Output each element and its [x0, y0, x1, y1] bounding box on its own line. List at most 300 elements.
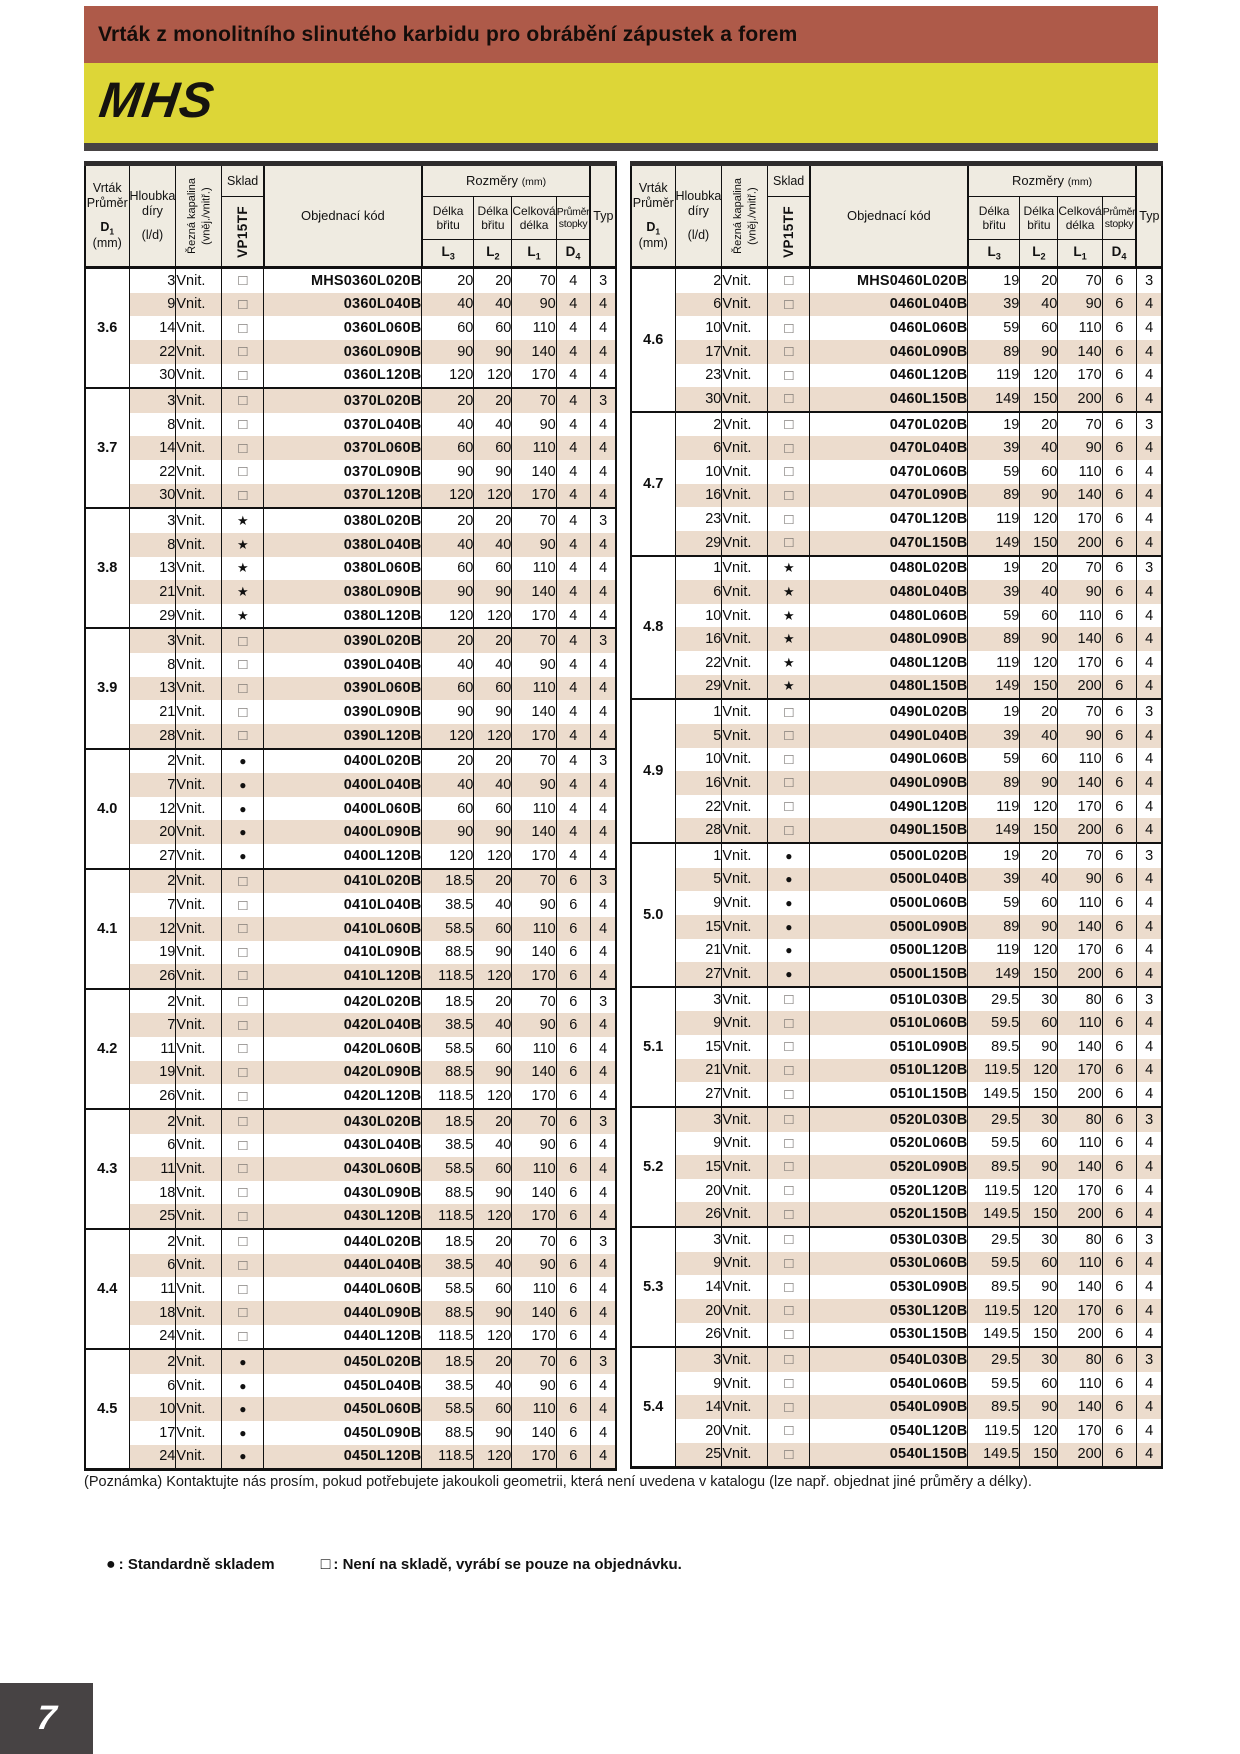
table-row: [85, 1204, 616, 1229]
coolant-cell: Vnit.: [722, 1011, 768, 1035]
type-cell: 4: [1136, 580, 1162, 604]
table-row: [631, 580, 1162, 604]
table-row: [631, 939, 1162, 963]
stock-symbol-cell: [222, 413, 264, 437]
coolant-cell: Vnit.: [722, 268, 768, 293]
type-cell: 4: [590, 1421, 616, 1445]
drill-table-right: [630, 161, 1163, 1469]
square-icon: □: [784, 439, 794, 457]
l3-cell: 89: [968, 627, 1020, 651]
d4-cell: 6: [1102, 1179, 1136, 1203]
l3-cell: 39: [968, 868, 1020, 892]
order-code-cell: 0490L120B: [810, 795, 968, 819]
hole-depth-cell: 29: [675, 675, 722, 700]
square-icon: □: [238, 1136, 248, 1154]
d4-cell: 6: [1102, 987, 1136, 1012]
l3-cell: 89.5: [968, 1395, 1020, 1419]
type-cell: 3: [590, 388, 616, 413]
l1-cell: 70: [512, 508, 556, 533]
l2-cell: 120: [474, 964, 512, 989]
l3-cell: 89: [968, 484, 1020, 508]
square-icon: □: [784, 1182, 794, 1200]
table-row: [85, 1013, 616, 1037]
l1-cell: 200: [1058, 1202, 1102, 1227]
coolant-cell: Vnit.: [722, 724, 768, 748]
order-code-cell: 0510L090B: [810, 1035, 968, 1059]
coolant-cell: Vnit.: [176, 557, 222, 581]
table-header: [85, 164, 616, 268]
col-header-dimensions: Rozměry (mm): [968, 164, 1136, 197]
order-code-cell: MHS0360L020B: [264, 268, 422, 293]
l3-cell: 118.5: [422, 1204, 474, 1229]
hole-depth-cell: 3: [675, 1227, 722, 1252]
col-header-hole-depth: Hloubka díry (l/d): [675, 164, 722, 268]
order-code-cell: 0440L020B: [264, 1229, 422, 1254]
coolant-cell: Vnit.: [176, 388, 222, 413]
square-icon: □: [238, 1016, 248, 1034]
l2-cell: 90: [1020, 1155, 1058, 1179]
order-code-cell: 0370L060B: [264, 436, 422, 460]
table-row: [631, 412, 1162, 437]
hole-depth-cell: 3: [129, 268, 176, 293]
circle-icon: ●: [785, 848, 793, 863]
l1-cell: 170: [1058, 795, 1102, 819]
l1-cell: 140: [512, 700, 556, 724]
l2-cell: 40: [474, 413, 512, 437]
l3-cell: 58.5: [422, 1277, 474, 1301]
order-code-cell: 0480L040B: [810, 580, 968, 604]
l1-cell: 70: [1058, 843, 1102, 868]
l3-cell: 19: [968, 412, 1020, 437]
square-icon: □: [784, 991, 794, 1009]
stock-symbol-cell: [768, 268, 810, 293]
coolant-cell: Vnit.: [722, 1035, 768, 1059]
l3-cell: 38.5: [422, 1374, 474, 1398]
square-icon: □: [238, 656, 248, 674]
type-cell: 4: [1136, 1372, 1162, 1396]
coolant-cell: Vnit.: [176, 1204, 222, 1229]
l3-cell: 89.5: [968, 1275, 1020, 1299]
table-row: [631, 1059, 1162, 1083]
coolant-cell: Vnit.: [722, 1082, 768, 1107]
coolant-cell: Vnit.: [176, 484, 222, 509]
stock-symbol-cell: [222, 388, 264, 413]
coolant-cell: Vnit.: [722, 843, 768, 868]
page-number: 7: [35, 1699, 59, 1737]
l2-cell: 120: [474, 1445, 512, 1470]
l2-cell: 40: [474, 1254, 512, 1278]
type-cell: 4: [590, 580, 616, 604]
star-icon: ★: [237, 607, 249, 623]
square-icon: □: [784, 272, 794, 290]
d4-cell: 6: [556, 1013, 590, 1037]
square-icon: □: [238, 632, 248, 650]
col-header-flute-length-l3: Délka břitu: [968, 197, 1020, 240]
l3-cell: 118.5: [422, 1325, 474, 1350]
l1-cell: 110: [512, 557, 556, 581]
square-icon: □: [238, 439, 248, 457]
hole-depth-cell: 24: [129, 1445, 176, 1470]
table-row: [631, 843, 1162, 868]
table-row: [85, 413, 616, 437]
l1-cell: 80: [1058, 987, 1102, 1012]
l2-cell: 150: [1020, 387, 1058, 412]
l2-cell: 40: [1020, 868, 1058, 892]
order-code-cell: 0380L020B: [264, 508, 422, 533]
stock-symbol-cell: [768, 604, 810, 628]
l1-cell: 200: [1058, 818, 1102, 843]
l3-cell: 118.5: [422, 1084, 474, 1109]
l1-cell: 140: [512, 820, 556, 844]
l1-cell: 90: [512, 1374, 556, 1398]
d4-cell: 6: [556, 1325, 590, 1350]
order-code-cell: 0440L090B: [264, 1301, 422, 1325]
open-square-icon: □: [320, 1556, 331, 1573]
table-row: [85, 1037, 616, 1061]
coolant-cell: Vnit.: [176, 628, 222, 653]
hole-depth-cell: 10: [675, 316, 722, 340]
l3-cell: 19: [968, 268, 1020, 293]
l2-cell: 120: [1020, 1299, 1058, 1323]
d4-cell: 6: [556, 893, 590, 917]
l3-cell: 89.5: [968, 1155, 1020, 1179]
order-code-cell: 0500L060B: [810, 891, 968, 915]
d4-cell: 4: [556, 700, 590, 724]
stock-symbol-cell: [768, 1275, 810, 1299]
l3-cell: 39: [968, 293, 1020, 317]
square-icon: □: [784, 1038, 794, 1056]
square-icon: □: [238, 343, 248, 361]
l2-cell: 120: [1020, 1059, 1058, 1083]
l3-cell: 18.5: [422, 1349, 474, 1374]
square-icon: □: [238, 1040, 248, 1058]
hole-depth-cell: 20: [675, 1299, 722, 1323]
stock-symbol-cell: [222, 1157, 264, 1181]
coolant-cell: Vnit.: [722, 1252, 768, 1276]
stock-symbol-cell: [768, 340, 810, 364]
l2-cell: 40: [474, 653, 512, 677]
l1-cell: 110: [512, 917, 556, 941]
l2-cell: 90: [474, 580, 512, 604]
coolant-cell: Vnit.: [722, 1347, 768, 1372]
coolant-cell: Vnit.: [722, 1132, 768, 1156]
type-cell: 4: [1136, 293, 1162, 317]
coolant-cell: Vnit.: [176, 1061, 222, 1085]
l3-cell: 119: [968, 507, 1020, 531]
l3-cell: 59.5: [968, 1252, 1020, 1276]
hole-depth-cell: 13: [129, 677, 176, 701]
type-cell: 4: [1136, 771, 1162, 795]
table-row: [631, 915, 1162, 939]
order-code-cell: 0360L040B: [264, 293, 422, 317]
square-icon: □: [238, 727, 248, 745]
l1-cell: 140: [512, 1061, 556, 1085]
l1-cell: 170: [512, 724, 556, 749]
l2-cell: 20: [474, 1349, 512, 1374]
type-cell: 4: [590, 700, 616, 724]
l2-cell: 40: [474, 773, 512, 797]
coolant-cell: Vnit.: [722, 1107, 768, 1132]
l2-cell: 90: [474, 1421, 512, 1445]
d4-cell: 4: [556, 724, 590, 749]
order-code-cell: 0390L060B: [264, 677, 422, 701]
stock-symbol-cell: [222, 1254, 264, 1278]
col-header-grade: VP15TF: [222, 197, 264, 268]
order-code-cell: 0370L120B: [264, 484, 422, 509]
table-row: [631, 1035, 1162, 1059]
order-code-cell: 0420L060B: [264, 1037, 422, 1061]
l1-cell: 70: [512, 1109, 556, 1134]
coolant-cell: Vnit.: [176, 1157, 222, 1181]
order-code-cell: 0430L090B: [264, 1181, 422, 1205]
order-code-cell: 0510L150B: [810, 1082, 968, 1107]
coolant-cell: Vnit.: [176, 677, 222, 701]
l2-cell: 150: [1020, 675, 1058, 700]
coolant-cell: Vnit.: [722, 507, 768, 531]
coolant-cell: Vnit.: [176, 797, 222, 821]
l1-cell: 170: [1058, 364, 1102, 388]
hole-depth-cell: 20: [675, 1179, 722, 1203]
footnote: (Poznámka) Kontaktujte nás prosím, pokud potřebujete jakoukoli geometrii, která není uvedena v katalogu (lze např. objednat jiné průměry a délky).: [84, 1474, 1032, 1490]
type-cell: 4: [590, 653, 616, 677]
l2-cell: 60: [474, 436, 512, 460]
l1-cell: 70: [512, 388, 556, 413]
type-cell: 4: [590, 1181, 616, 1205]
coolant-cell: Vnit.: [176, 316, 222, 340]
stock-symbol-cell: [768, 748, 810, 772]
stock-symbol-cell: [222, 364, 264, 389]
coolant-cell: Vnit.: [176, 1181, 222, 1205]
l2-cell: 20: [1020, 843, 1058, 868]
l2-cell: 40: [474, 1134, 512, 1158]
hole-depth-cell: 11: [129, 1037, 176, 1061]
coolant-cell: Vnit.: [722, 1395, 768, 1419]
hole-depth-cell: 13: [129, 557, 176, 581]
hole-depth-cell: 12: [129, 797, 176, 821]
l2-cell: 40: [474, 893, 512, 917]
type-cell: 4: [590, 893, 616, 917]
d4-cell: 4: [556, 316, 590, 340]
order-code-cell: 0540L090B: [810, 1395, 968, 1419]
l3-cell: 38.5: [422, 1013, 474, 1037]
col-header-order-code: Objednací kód: [810, 164, 968, 268]
table-row: [631, 627, 1162, 651]
l2-cell: 60: [1020, 604, 1058, 628]
type-cell: 4: [1136, 795, 1162, 819]
table-row: [85, 1061, 616, 1085]
l3-cell: 149: [968, 387, 1020, 412]
order-code-cell: 0400L090B: [264, 820, 422, 844]
type-cell: 4: [1136, 531, 1162, 556]
l2-cell: 120: [1020, 651, 1058, 675]
d4-cell: 4: [556, 293, 590, 317]
table-row: [85, 1325, 616, 1350]
l3-cell: 40: [422, 413, 474, 437]
col-header-l1: $L_1$: [1058, 240, 1102, 268]
stock-symbol-cell: [222, 844, 264, 869]
l3-cell: 59: [968, 891, 1020, 915]
l2-cell: 120: [1020, 364, 1058, 388]
order-code-cell: 0500L040B: [810, 868, 968, 892]
l2-cell: 20: [1020, 699, 1058, 724]
diameter-cell: 5.1: [631, 987, 675, 1107]
coolant-cell: Vnit.: [176, 941, 222, 965]
stock-symbol-cell: [768, 293, 810, 317]
type-cell: 3: [1136, 268, 1162, 293]
l3-cell: 149.5: [968, 1443, 1020, 1468]
l1-cell: 90: [512, 653, 556, 677]
order-code-cell: 0440L120B: [264, 1325, 422, 1350]
order-code-cell: 0450L020B: [264, 1349, 422, 1374]
hole-depth-cell: 18: [129, 1181, 176, 1205]
coolant-cell: Vnit.: [722, 556, 768, 581]
order-code-cell: 0410L040B: [264, 893, 422, 917]
l3-cell: 18.5: [422, 1229, 474, 1254]
l3-cell: 60: [422, 677, 474, 701]
l3-cell: 58.5: [422, 1397, 474, 1421]
type-cell: 4: [590, 820, 616, 844]
order-code-cell: 0490L040B: [810, 724, 968, 748]
stock-symbol-cell: [222, 268, 264, 293]
col-header-d4: $D_4$: [556, 240, 590, 268]
order-code-cell: 0480L020B: [810, 556, 968, 581]
square-icon: □: [238, 463, 248, 481]
stock-symbol-cell: [222, 700, 264, 724]
l3-cell: 119: [968, 795, 1020, 819]
table-row: [85, 340, 616, 364]
table-header: [631, 164, 1162, 268]
hole-depth-cell: 22: [675, 795, 722, 819]
table-row: [631, 364, 1162, 388]
table-row: [85, 557, 616, 581]
d4-cell: 4: [556, 797, 590, 821]
coolant-cell: Vnit.: [176, 1109, 222, 1134]
coolant-cell: Vnit.: [722, 939, 768, 963]
hole-depth-cell: 14: [675, 1275, 722, 1299]
order-code-cell: 0510L120B: [810, 1059, 968, 1083]
square-icon: □: [784, 463, 794, 481]
d4-cell: 6: [556, 1349, 590, 1374]
d4-cell: 6: [1102, 293, 1136, 317]
d4-cell: 6: [1102, 1082, 1136, 1107]
hole-depth-cell: 11: [129, 1157, 176, 1181]
l3-cell: 29.5: [968, 987, 1020, 1012]
hole-depth-cell: 27: [675, 962, 722, 987]
table-row: [85, 773, 616, 797]
stock-symbol-cell: [768, 891, 810, 915]
l1-cell: 200: [1058, 531, 1102, 556]
l2-cell: 120: [474, 604, 512, 629]
l2-cell: 20: [1020, 268, 1058, 293]
hole-depth-cell: 14: [675, 1395, 722, 1419]
circle-icon: ●: [239, 754, 247, 769]
hole-depth-cell: 15: [675, 1035, 722, 1059]
table-row: [85, 268, 616, 293]
stock-symbol-cell: [222, 460, 264, 484]
d4-cell: 6: [1102, 364, 1136, 388]
stock-symbol-cell: [768, 507, 810, 531]
coolant-cell: Vnit.: [722, 748, 768, 772]
l2-cell: 20: [474, 1109, 512, 1134]
order-code-cell: 0460L090B: [810, 340, 968, 364]
coolant-cell: Vnit.: [176, 293, 222, 317]
hole-depth-cell: 20: [675, 1419, 722, 1443]
l2-cell: 150: [1020, 962, 1058, 987]
d4-cell: 6: [556, 1374, 590, 1398]
spec-table: [84, 161, 617, 1471]
l1-cell: 170: [1058, 1179, 1102, 1203]
d4-cell: 6: [556, 1277, 590, 1301]
d4-cell: 4: [556, 677, 590, 701]
square-icon: □: [238, 486, 248, 504]
d4-cell: 6: [1102, 268, 1136, 293]
stock-symbol-cell: [222, 1181, 264, 1205]
coolant-cell: Vnit.: [176, 1134, 222, 1158]
d4-cell: 6: [556, 1254, 590, 1278]
order-code-cell: 0520L150B: [810, 1202, 968, 1227]
table-row: [85, 604, 616, 629]
l2-cell: 30: [1020, 1347, 1058, 1372]
type-cell: 4: [590, 797, 616, 821]
l3-cell: 88.5: [422, 1421, 474, 1445]
order-code-cell: 0460L120B: [810, 364, 968, 388]
hole-depth-cell: 17: [675, 340, 722, 364]
star-icon: ★: [783, 583, 795, 599]
table-row: [85, 316, 616, 340]
l3-cell: 29.5: [968, 1347, 1020, 1372]
table-row: [631, 748, 1162, 772]
l3-cell: 59: [968, 460, 1020, 484]
stock-symbol-cell: [222, 989, 264, 1014]
l2-cell: 90: [474, 1061, 512, 1085]
d4-cell: 6: [1102, 1035, 1136, 1059]
order-code-cell: 0420L020B: [264, 989, 422, 1014]
l1-cell: 170: [1058, 507, 1102, 531]
l1-cell: 80: [1058, 1107, 1102, 1132]
l2-cell: 60: [1020, 460, 1058, 484]
stock-symbol-cell: [768, 484, 810, 508]
order-code-cell: 0390L120B: [264, 724, 422, 749]
stock-symbol-cell: [768, 387, 810, 412]
l2-cell: 90: [1020, 915, 1058, 939]
stock-symbol-cell: [222, 436, 264, 460]
table-row: [631, 1252, 1162, 1276]
coolant-cell: Vnit.: [176, 1374, 222, 1398]
square-icon: □: [238, 993, 248, 1011]
stock-symbol-cell: [768, 987, 810, 1012]
square-icon: □: [784, 821, 794, 839]
square-icon: □: [784, 1351, 794, 1369]
col-header-coolant: Řezná kapalina (vněj./vnitř.): [722, 164, 768, 268]
d4-cell: 6: [556, 989, 590, 1014]
l2-cell: 40: [1020, 436, 1058, 460]
coolant-cell: Vnit.: [176, 508, 222, 533]
hole-depth-cell: 7: [129, 1013, 176, 1037]
square-icon: □: [784, 1134, 794, 1152]
type-cell: 3: [590, 628, 616, 653]
l3-cell: 20: [422, 268, 474, 293]
l3-cell: 119: [968, 651, 1020, 675]
d4-cell: 4: [556, 484, 590, 509]
coolant-cell: Vnit.: [176, 1445, 222, 1470]
l2-cell: 40: [474, 533, 512, 557]
l3-cell: 149: [968, 531, 1020, 556]
d4-cell: 4: [556, 413, 590, 437]
l2-cell: 150: [1020, 1443, 1058, 1468]
stock-symbol-cell: [222, 749, 264, 774]
coolant-cell: Vnit.: [176, 1013, 222, 1037]
l3-cell: 120: [422, 484, 474, 509]
